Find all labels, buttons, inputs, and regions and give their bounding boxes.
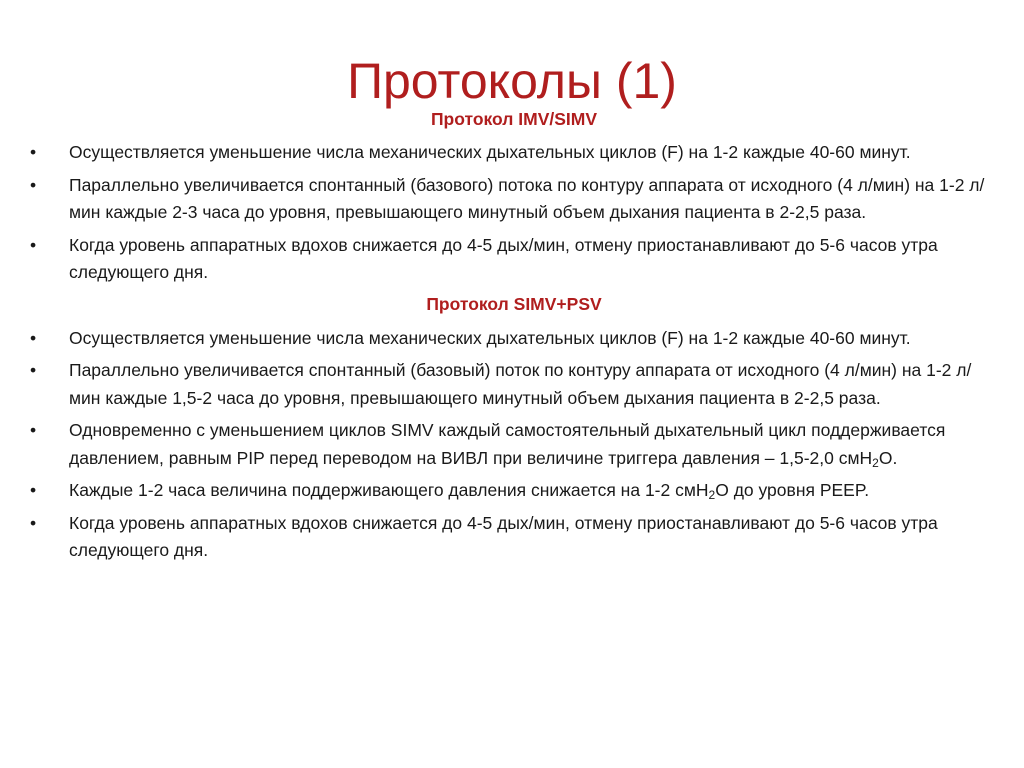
bullet-text: Параллельно увеличивается спонтанный (базового) потока по контуру аппарата от исходного (4 л/мин) на 1-2 л/мин каждые 2-3 часа до уровня, превышающего минутный объем дыхания пациента в 2-2,5 раза. — [69, 174, 985, 222]
bullet-text: Осуществляется уменьшение числа механических дыхательных циклов (F) на 1-2 каждые 40-60 минут. — [69, 327, 911, 348]
subscript: 2 — [872, 455, 879, 470]
bullet-icon: • — [30, 420, 37, 440]
bullet-icon: • — [30, 360, 37, 380]
bullet-text: Когда уровень аппаратных вдохов снижается до 4-5 дых/мин, отмену приостанавливают до 5-6 часов утра следующего дня. — [69, 512, 938, 560]
list-item — [30, 172, 998, 227]
list-item — [30, 139, 998, 167]
bullet-icon: • — [30, 174, 37, 195]
list-item — [30, 357, 998, 412]
section-heading-imv-simv: Протокол IMV/SIMV — [430, 109, 598, 129]
bullet-text: Каждые 1-2 часа величина поддерживающего давления снижается на 1-2 смН$_2$О до уровня PEEP. — [69, 480, 870, 502]
bullet-icon: • — [30, 142, 37, 162]
section-heading-simv-psv: Протокол SIMV+PSV — [426, 293, 602, 314]
bullet-icon: • — [30, 327, 37, 348]
bullet-list-imv-simv — [30, 139, 998, 287]
list-item — [30, 510, 998, 565]
list-item — [30, 477, 998, 505]
subscript: 2 — [708, 488, 716, 502]
bullet-text: Одновременно с уменьшением циклов SIMV каждый самостоятельный дыхательный цикл поддерживается давлением, равным PIP перед переводом на ВИВЛ при величине триггера давления – 1,5-2,0 смН$_2$О. — [69, 420, 946, 470]
list-item — [30, 325, 998, 353]
list-item — [30, 232, 998, 287]
slide-title: Протоколы (1) — [347, 53, 677, 109]
slide-content — [30, 107, 998, 570]
bullet-text: Осуществляется уменьшение числа механических дыхательных циклов (F) на 1-2 каждые 40-60 минут. — [69, 142, 911, 162]
bullet-icon: • — [30, 512, 37, 533]
list-item — [30, 417, 998, 472]
bullet-text: Параллельно увеличивается спонтанный (базовый) поток по контуру аппарата от исходного (4 л/мин) на 1-2 л/мин каждые 1,5-2 часа до уровня, превышающего минутный объем дыхания пациента в 2-2,5 раза. — [69, 360, 972, 408]
bullet-icon: • — [30, 480, 37, 500]
bullet-icon: • — [30, 234, 37, 255]
bullet-list-simv-psv — [30, 325, 998, 565]
bullet-text: Когда уровень аппаратных вдохов снижается до 4-5 дых/мин, отмену приостанавливают до 5-6 часов утра следующего дня. — [69, 234, 938, 282]
